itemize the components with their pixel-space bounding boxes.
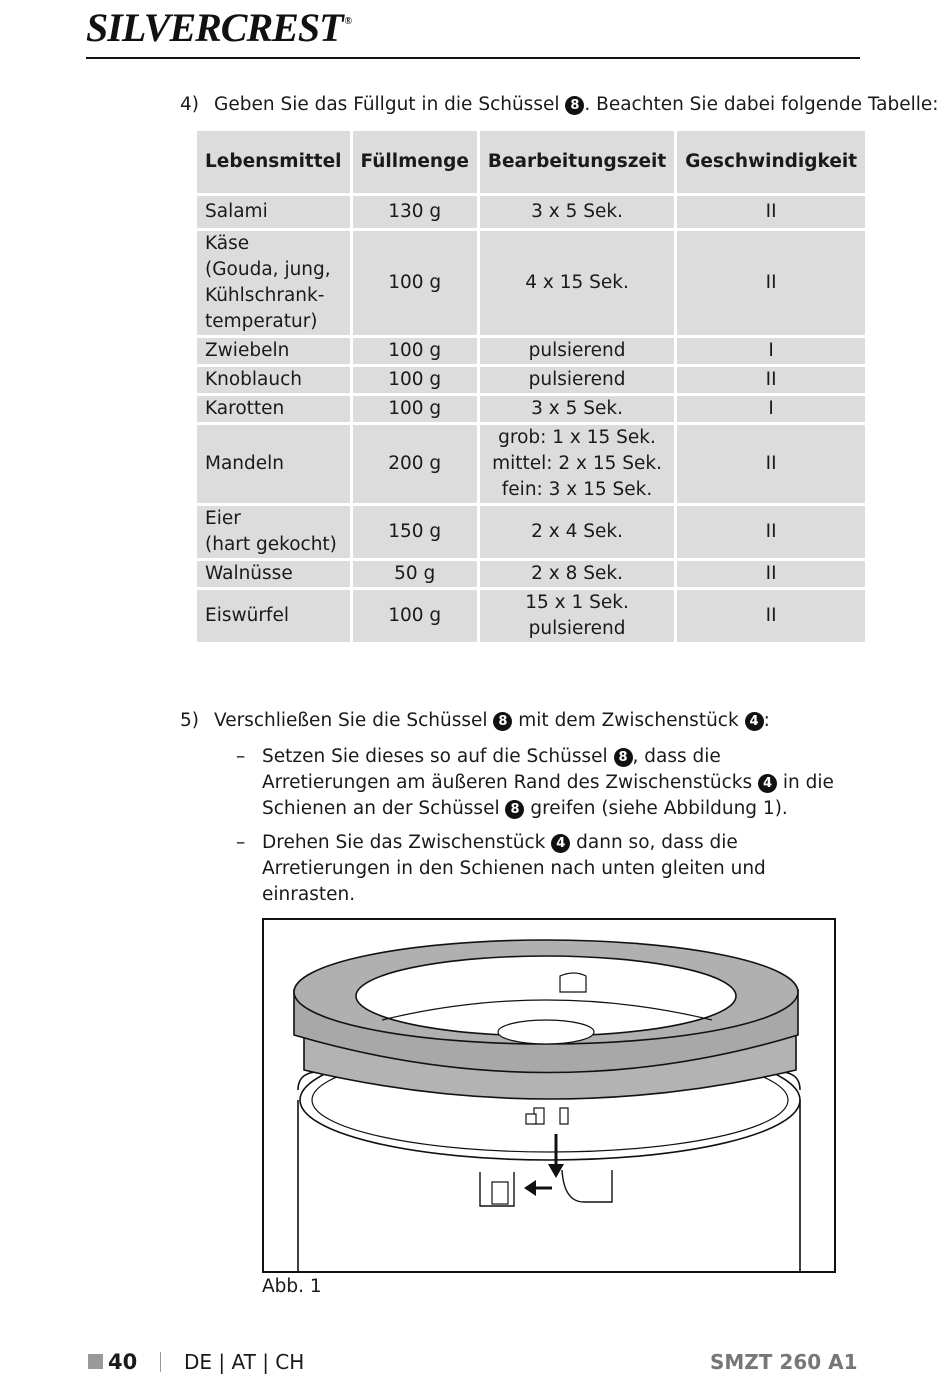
cell-time: 3 x 5 Sek. [478,395,675,424]
brand-logo: SILVERCREST ® [86,5,352,50]
col-header-time: Bearbeitungszeit [478,130,675,195]
table-row [196,195,867,230]
cell-time: 2 x 4 Sek. [478,505,675,560]
ref-marker: 8 [493,712,512,731]
cell-food: Mandeln [196,424,352,505]
instruction-bullets [236,744,842,916]
cell-speed: II [676,505,867,560]
cell-food: Käse (Gouda, jung, Kühlschrank- temperatur) [196,230,352,337]
ref-marker: 8 [614,748,633,767]
table-row [196,424,867,505]
model-number: SMZT 260 A1 [710,1350,858,1374]
table-row [196,337,867,366]
table-body [196,195,867,644]
cell-time: 4 x 15 Sek. [478,230,675,337]
cell-time: 2 x 8 Sek. [478,560,675,589]
ref-marker: 4 [745,712,764,731]
step-4-text: Geben Sie das Füllgut in die Schüssel 8 . Beachten Sie dabei folgende Tabelle: [214,94,939,115]
ref-marker: 4 [758,774,777,793]
cell-speed: II [676,560,867,589]
col-header-food: Lebensmittel [196,130,352,195]
step-5-text: Verschließen Sie die Schüssel 8 mit dem Zwischenstück 4 : [214,710,770,731]
cell-food: Walnüsse [196,560,352,589]
cell-food: Eiswürfel [196,589,352,644]
bullet-dash: – [236,746,246,767]
table-row [196,505,867,560]
processing-table [194,128,868,645]
bullet-item [236,744,842,822]
table-row [196,230,867,337]
table-row [196,366,867,395]
cell-amount: 100 g [351,366,478,395]
cell-time: 3 x 5 Sek. [478,195,675,230]
cell-amount: 200 g [351,424,478,505]
figure-caption: Abb. 1 [262,1276,322,1297]
cell-time: pulsierend [478,337,675,366]
bullet-text: Setzen Sie dieses so auf die Schüssel 8 , dass die Arretierungen am äußeren Rand des Zwischenstücks 4 in die Schienen an der Schüssel 8 greifen (siehe Abbildung 1). [262,746,834,819]
cell-food: Eier (hart gekocht) [196,505,352,560]
cell-speed: II [676,589,867,644]
cell-speed: I [676,395,867,424]
cell-speed: II [676,424,867,505]
cell-amount: 100 g [351,337,478,366]
cell-amount: 50 g [351,560,478,589]
cell-amount: 130 g [351,195,478,230]
cell-time: grob: 1 x 15 Sek. mittel: 2 x 15 Sek. fein: 3 x 15 Sek. [478,424,675,505]
col-header-amount: Füllmenge [351,130,478,195]
cell-speed: I [676,337,867,366]
cell-amount: 100 g [351,589,478,644]
cell-food: Karotten [196,395,352,424]
footer-languages: DE | AT | CH [184,1350,305,1374]
cell-speed: II [676,195,867,230]
cell-food: Zwiebeln [196,337,352,366]
ref-marker: 8 [565,96,584,115]
cell-amount: 100 g [351,395,478,424]
page-number: 40 [108,1350,138,1374]
bullet-item [236,830,842,908]
footer-square-icon [88,1354,103,1369]
cell-food: Salami [196,195,352,230]
table-row [196,560,867,589]
figure-1-illustration [262,918,836,1273]
cell-time: pulsierend [478,366,675,395]
ref-marker: 4 [551,834,570,853]
cell-amount: 100 g [351,230,478,337]
header-rule [86,57,860,59]
bullet-text: Drehen Sie das Zwischenstück 4 dann so, dass die Arretierungen in den Schienen nach unten gleiten und einrasten. [262,832,766,905]
step-4-number: 4) [180,94,199,115]
table-header-row [196,130,867,195]
table-row [196,395,867,424]
cell-food: Knoblauch [196,366,352,395]
bullet-dash: – [236,832,246,853]
ref-marker: 8 [505,800,524,819]
table-row [196,589,867,644]
bowl-attachment-drawing [264,920,834,1271]
footer-divider [160,1352,161,1372]
col-header-speed: Geschwindigkeit [676,130,867,195]
cell-speed: II [676,230,867,337]
cell-speed: II [676,366,867,395]
cell-amount: 150 g [351,505,478,560]
step-5-number: 5) [180,710,199,731]
cell-time: 15 x 1 Sek. pulsierend [478,589,675,644]
